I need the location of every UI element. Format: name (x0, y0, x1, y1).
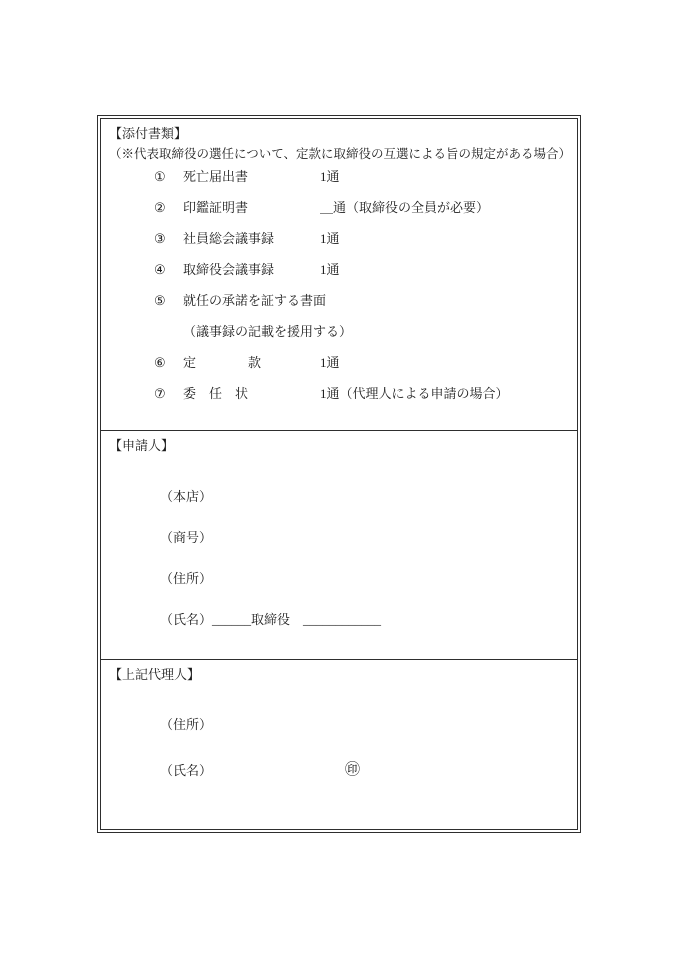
attachment-item (109, 230, 569, 261)
applicant-field-address: （住所） (160, 571, 213, 586)
item-count: 1通（代理人による申請の場合） (320, 386, 509, 401)
item-count: 1通 (320, 355, 340, 370)
item-number: ④ (154, 262, 166, 277)
attachment-item (109, 354, 569, 385)
attachments-list (109, 168, 569, 416)
seal-mark-icon: ㊞ (345, 762, 361, 778)
attachment-item (109, 168, 569, 199)
applicant-field-name-line: （氏名）______取締役 ____________ (160, 612, 382, 627)
attachment-item (109, 385, 569, 416)
item-count: ＿通（取締役の全員が必要） (320, 200, 490, 215)
form-outer-border (97, 115, 581, 833)
item-number: ⑥ (154, 355, 166, 370)
item-label: （議事録の記載を援用する） (183, 324, 353, 339)
attachments-title: 【添付書類】 (109, 126, 188, 141)
form-inner-border (100, 118, 578, 830)
item-number: ② (154, 200, 166, 215)
item-count: 1通 (320, 169, 340, 184)
agent-title: 【上記代理人】 (109, 667, 201, 682)
applicant-field-head-office: （本店） (160, 489, 213, 504)
section-attachments (101, 119, 577, 431)
item-label: 就任の承諾を証する書面 (183, 293, 327, 308)
agent-name-label: （氏名） (160, 763, 213, 778)
applicant-fields (160, 488, 569, 628)
item-label: 社員総会議事録 (183, 231, 275, 246)
section-applicant (101, 431, 577, 660)
item-label: 印鑑証明書 (183, 200, 249, 215)
attachment-item-subnote (109, 323, 569, 354)
applicant-field-trade-name: （商号） (160, 530, 213, 545)
agent-field-name-row (160, 762, 569, 779)
section-agent (101, 660, 577, 829)
item-label: 死亡届出書 (183, 169, 249, 184)
item-label: 定 款 (183, 355, 262, 370)
applicant-title: 【申請人】 (109, 438, 175, 453)
attachment-item (109, 199, 569, 230)
attachments-note: （※代表取締役の選任について、定款に取締役の互選による旨の規定がある場合） (109, 147, 572, 161)
item-number: ⑦ (154, 386, 166, 401)
item-label: 委 任 状 (183, 386, 249, 401)
agent-fields (160, 716, 569, 779)
item-number: ① (154, 169, 166, 184)
item-number: ③ (154, 231, 166, 246)
item-number: ⑤ (154, 293, 166, 308)
attachment-item (109, 292, 569, 323)
item-label: 取締役会議事録 (183, 262, 275, 277)
item-count: 1通 (320, 262, 340, 277)
item-count: 1通 (320, 231, 340, 246)
agent-field-address: （住所） (160, 717, 213, 732)
attachment-item (109, 261, 569, 292)
